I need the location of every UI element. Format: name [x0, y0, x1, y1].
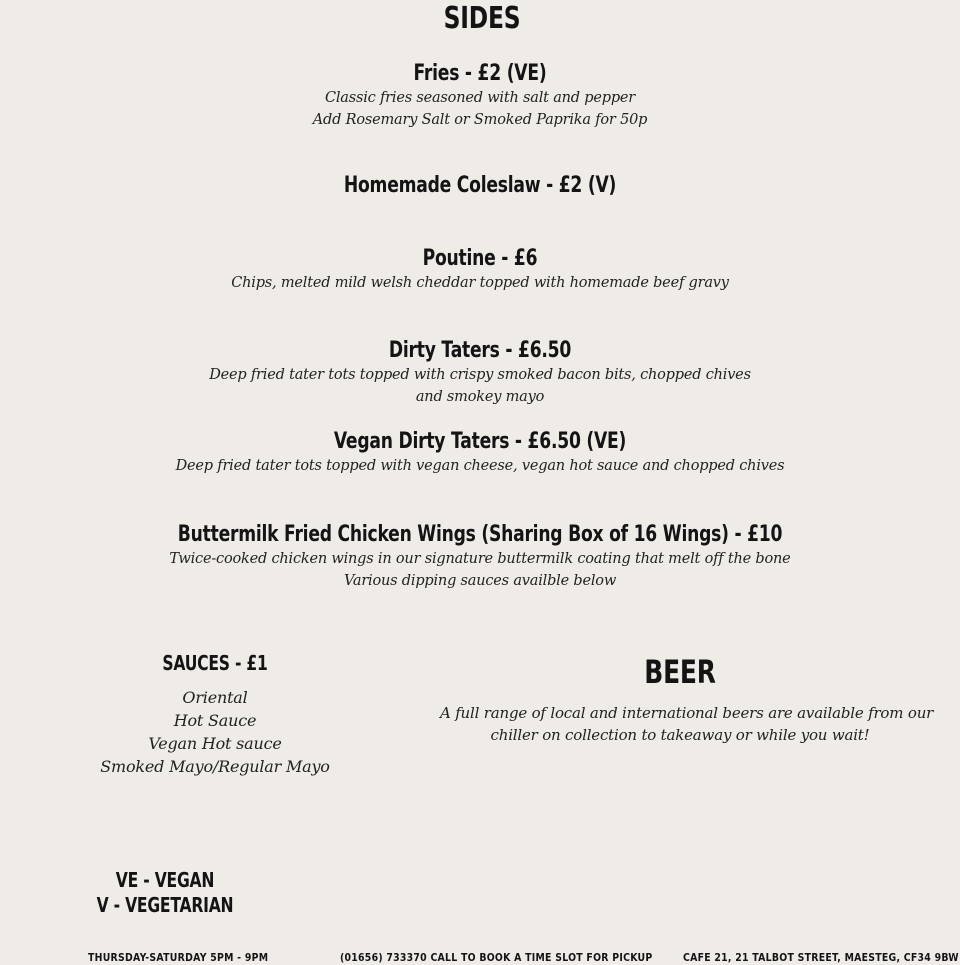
item-description: Deep fried tater tots topped with vegan cheese, vegan hot sauce and chopped chives: [175, 458, 785, 474]
sauce-item: Hot Sauce: [173, 711, 257, 730]
sauce-item: Oriental: [182, 688, 248, 707]
item-name: Buttermilk Fried Chicken Wings (Sharing Box of 16 Wings) - £10: [177, 522, 783, 547]
sauces-list: [90, 686, 340, 778]
beer-description: A full range of local and international beers are available from our: [440, 704, 934, 722]
item-description: Chips, melted mild welsh cheddar topped with homemade beef gravy: [231, 275, 729, 291]
menu-item-poutine: [0, 246, 960, 294]
legend-vegetarian: V - VEGETARIAN: [96, 893, 234, 917]
footer-hours: THURSDAY-SATURDAY 5PM - 9PM: [88, 951, 269, 964]
item-description: Add Rosemary Salt or Smoked Paprika for 50p: [312, 112, 648, 128]
footer-address: CAFE 21, 21 TALBOT STREET, MAESTEG, CF34 9BW: [683, 951, 959, 964]
sauces-section: [90, 650, 340, 778]
item-name: Fries - £2 (VE): [413, 61, 547, 86]
item-name: Dirty Taters - £6.50: [388, 338, 572, 363]
beer-description: chiller on collection to takeaway or while you wait!: [490, 726, 870, 744]
beer-title: BEER: [644, 653, 716, 691]
menu-item-fries: [0, 61, 960, 131]
page-title: SIDES: [443, 1, 521, 36]
item-description: Twice-cooked chicken wings in our signature buttermilk coating that melt off the bone: [169, 551, 791, 567]
item-name: Vegan Dirty Taters - £6.50 (VE): [333, 429, 627, 454]
item-name: Homemade Coleslaw - £2 (V): [343, 173, 617, 198]
footer-phone: (01656) 733370 CALL TO BOOK A TIME SLOT FOR PICKUP: [340, 951, 653, 964]
sauce-item: Smoked Mayo/Regular Mayo: [100, 757, 330, 776]
dietary-legend: [60, 868, 270, 918]
item-description: Various dipping sauces availble below: [343, 573, 617, 589]
menu-item-vegan-dirty-taters: [0, 429, 960, 477]
legend-vegan: VE - VEGAN: [115, 868, 215, 892]
sauce-item: Vegan Hot sauce: [148, 734, 282, 753]
menu-item-dirty-taters: [0, 338, 960, 408]
item-description: Deep fried tater tots topped with crispy smoked bacon bits, chopped chives: [209, 367, 751, 383]
sauces-title: SAUCES - £1: [162, 651, 268, 675]
menu-item-coleslaw: [0, 173, 960, 199]
item-name: Poutine - £6: [422, 246, 538, 271]
item-description: and smokey mayo: [415, 389, 545, 405]
item-description: Classic fries seasoned with salt and pepper: [324, 90, 636, 106]
menu-item-chicken-wings: [0, 522, 960, 592]
beer-section: [440, 652, 934, 746]
